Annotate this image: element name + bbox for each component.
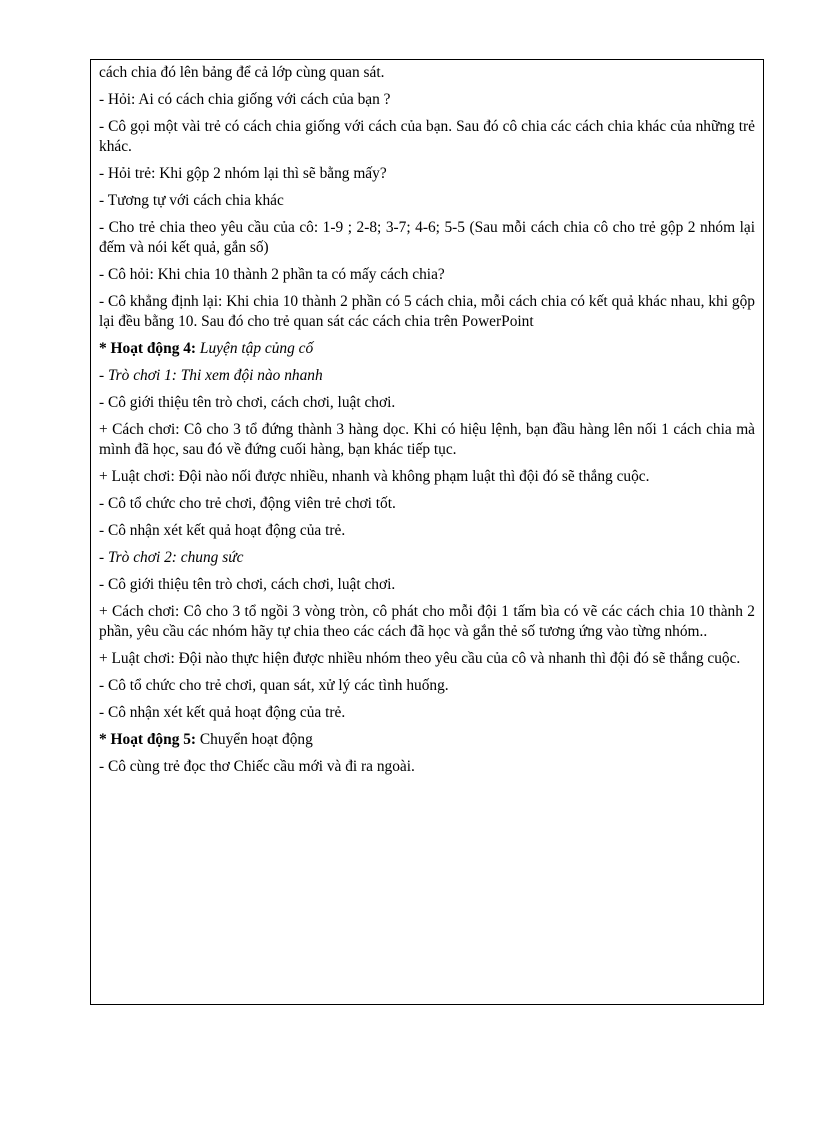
text-line: + Cách chơi: Cô cho 3 tổ ngồi 3 vòng tròn, cô phát cho mỗi đội 1 tấm bìa có vẽ các cách chia 10 thành 2 phần, yêu cầu các nhóm hãy tự chia theo các cách đã học và gắn thẻ số tương ứng vào từng nhóm.. [99, 603, 755, 640]
text-line: - Tương tự với cách chia khác [99, 192, 284, 209]
text-line: + Cách chơi: Cô cho 3 tổ đứng thành 3 hàng dọc. Khi có hiệu lệnh, bạn đầu hàng lên nối 1 cách chia mà mình đã học, sau đó về đứng cuối hàng, bạn khác tiếp tục. [99, 421, 755, 458]
lesson-plan-table-cell [90, 59, 764, 1005]
text-line: - Hỏi: Ai có cách chia giống với cách của bạn ? [99, 91, 391, 108]
text-line: - Cô khẳng định lại: Khi chia 10 thành 2 phần có 5 cách chia, mỗi cách chia có kết quả khác nhau, khi gộp lại đều bằng 10. Sau đó cho trẻ quan sát các cách chia trên PowerPoint [99, 293, 755, 330]
text-line: + Luật chơi: Đội nào thực hiện được nhiều nhóm theo yêu cầu của cô và nhanh thì đội đó sẽ thắng cuộc. [99, 650, 741, 667]
text-line: - Cô tổ chức cho trẻ chơi, động viên trẻ chơi tốt. [99, 495, 396, 512]
text-line: - Hỏi trẻ: Khi gộp 2 nhóm lại thì sẽ bằng mấy? [99, 165, 387, 182]
activity-5-heading [99, 730, 755, 750]
activity-5-title: Chuyển hoạt động [199, 731, 313, 748]
activity-4-label: * Hoạt động 4: [99, 340, 197, 357]
text-line: - Cô tổ chức cho trẻ chơi, quan sát, xử lý các tình huống. [99, 677, 449, 694]
text-line: - Cho trẻ chia theo yêu cầu của cô: 1-9 ; 2-8; 3-7; 4-6; 5-5 (Sau mỗi cách chia cô cho trẻ gộp 2 nhóm lại đếm và nói kết quả, gắn số) [99, 219, 755, 256]
game-1-title: - Trò chơi 1: Thi xem đội nào nhanh [99, 367, 323, 384]
text-line: - Cô nhận xét kết quả hoạt động của trẻ. [99, 522, 346, 539]
activity-4-title: Luyện tập củng cố [199, 340, 314, 357]
text-line: - Cô giới thiệu tên trò chơi, cách chơi, luật chơi. [99, 394, 396, 411]
text-line: cách chia đó lên bảng để cả lớp cùng quan sát. [99, 64, 385, 81]
activity-4-heading [99, 339, 755, 359]
text-line: - Cô cùng trẻ đọc thơ Chiếc cầu mới và đi ra ngoài. [99, 758, 415, 775]
activity-5-label: * Hoạt động 5: [99, 731, 197, 748]
text-line: + Luật chơi: Đội nào nối được nhiều, nhanh và không phạm luật thì đội đó sẽ thắng cuộc. [99, 468, 650, 485]
text-line: - Cô giới thiệu tên trò chơi, cách chơi, luật chơi. [99, 576, 396, 593]
text-line: - Cô gọi một vài trẻ có cách chia giống với cách của bạn. Sau đó cô chia các cách chia khác của những trẻ khác. [99, 118, 755, 155]
text-line: - Cô nhận xét kết quả hoạt động của trẻ. [99, 704, 346, 721]
text-line: - Cô hỏi: Khi chia 10 thành 2 phần ta có mấy cách chia? [99, 266, 445, 283]
game-2-title: - Trò chơi 2: chung sức [99, 549, 244, 566]
